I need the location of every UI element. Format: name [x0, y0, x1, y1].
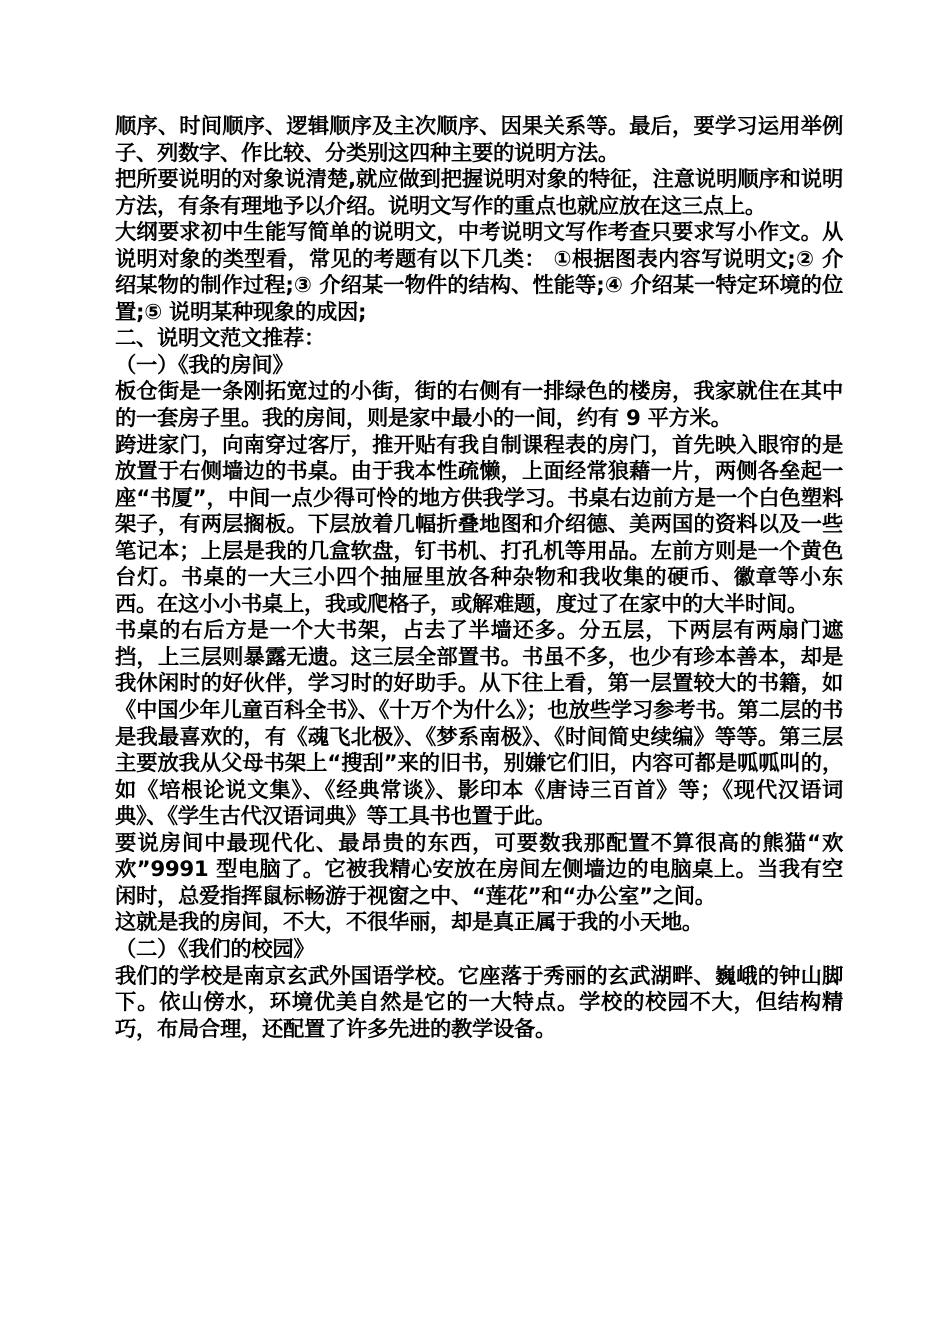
- essay-1-paragraph-2: 跨进家门，向南穿过客厅，推开贴有我自制课程表的房门，首先映入眼帘的是放置于右侧墙边的书桌。由于我本性疏懒，上面经常狼藉一片，两侧各垒起一座“书厦”，中间一点少得可怜的地方供我学习。书桌右边前方是一个白色塑料架子，有两层搁板。下层放着几幅折叠地图和介绍德、美两国的资料以及一些笔记本；上层是我的几盒软盘，钉书机、打孔机等用品。左前方则是一个黄色台灯。书桌的一大三小四个抽屉里放各种杂物和我收集的硬币、徽章等小东西。在这小小书桌上，我或爬格子，或解难题，度过了在家中的大半时间。: [115, 432, 843, 617]
- essay-1-paragraph-4: 要说房间中最现代化、最昂贵的东西，可要数我那配置不算很高的熊猫“欢欢”9991 型电脑了。它被我精心安放在房间左侧墙边的电脑桌上。当我有空闲时，总爱指挥鼠标畅游于视窗之中、“莲花”和“办公室”之间。: [115, 830, 843, 909]
- section-heading-2: 二、说明文范文推荐：: [115, 326, 325, 352]
- intro-paragraph-2: 把所要说明的对象说清楚,就应做到把握说明对象的特征，注意说明顺序和说明方法，有条有理地予以介绍。说明文写作的重点也就应放在这三点上。: [115, 167, 843, 219]
- essay-2-title: （二）《我们的校园》: [115, 936, 315, 962]
- document-body: [115, 114, 843, 1043]
- essay-1-paragraph-3: 书桌的右后方是一个大书架，占去了半墙还多。分五层，下两层有两扇门遮挡，上三层则暴露无遗。这三层全部置书。书虽不多，也少有珍本善本，却是我休闲时的好伙伴，学习时的好助手。从下往上看，第一层置较大的书籍，如《中国少年儿童百科全书》、《十万个为什么》；也放些学习参考书。第二层的书是我最喜欢的，有《魂飞北极》、《梦系南极》、《时间简史续编》等等。第三层主要放我从父母书架上“搜刮”来的旧书，别嫌它们旧，内容可都是呱呱叫的，如《培根论说文集》、《经典常谈》、影印本《唐诗三百首》等；《现代汉语词典》、《学生古代汉语词典》等工具书也置于此。: [115, 618, 843, 830]
- intro-paragraph-1: 顺序、时间顺序、逻辑顺序及主次顺序、因果关系等。最后，要学习运用举例子、列数字、作比较、分类别这四种主要的说明方法。: [115, 114, 843, 166]
- essay-1-title: （一）《我的房间》: [115, 352, 294, 378]
- essay-2-paragraph-1: 我们的学校是南京玄武外国语学校。它座落于秀丽的玄武湖畔、巍峨的钟山脚下。依山傍水，环境优美自然是它的一大特点。学校的校园不大，但结构精巧，布局合理，还配置了许多先进的教学设备。: [115, 963, 843, 1042]
- essay-1-paragraph-5: 这就是我的房间，不大，不很华丽，却是真正属于我的小天地。: [115, 910, 703, 936]
- intro-paragraph-3: 大纲要求初中生能写简单的说明文，中考说明文写作考查只要求写小作文。从说明对象的类型看，常见的考题有以下几类： ①根据图表内容写说明文;② 介绍某物的制作过程;③ 介绍某一物件的结构、性能等;④ 介绍某一特定环境的位置;⑤ 说明某种现象的成因;: [115, 220, 843, 325]
- essay-1-paragraph-1: 板仓街是一条刚拓宽过的小街，街的右侧有一排绿色的楼房，我家就住在其中的一套房子里。我的房间，则是家中最小的一间，约有 9 平方米。: [115, 379, 843, 432]
